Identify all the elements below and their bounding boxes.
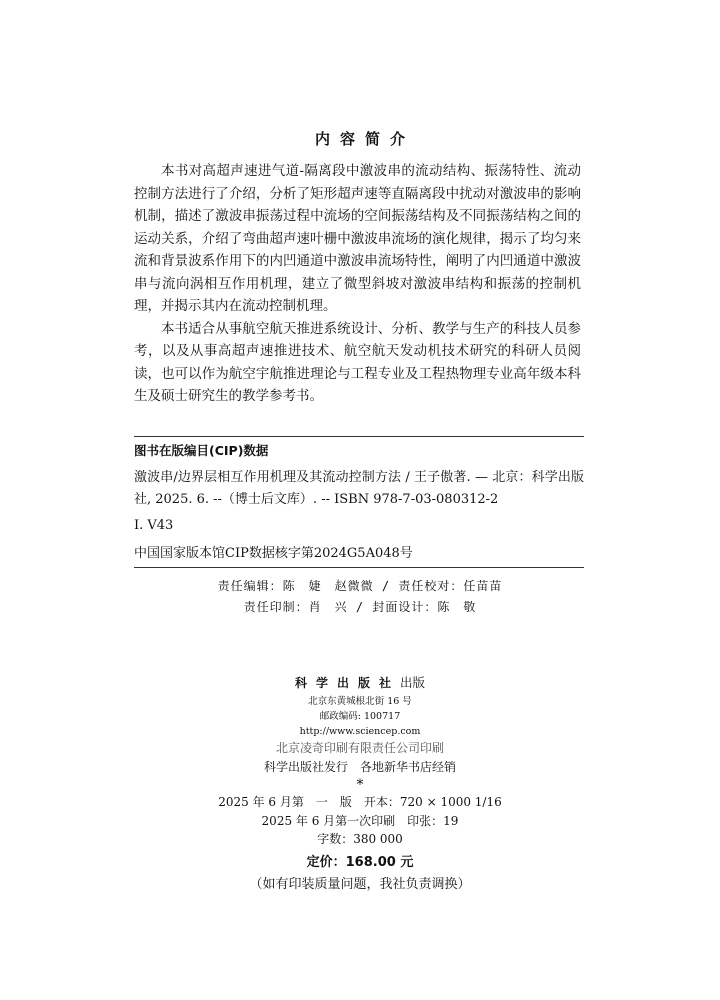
cip-record: 激波串/边界层相互作用机理及其流动控制方法 / 王子傲著. — 北京：科学出版社, 2025. 6. --（博士后文库）. -- ISBN 978-7-03-080312-2 [134, 470, 584, 507]
credits-editors: 责任编辑：陈 婕 赵微微 / 责任校对：任苗苗 [217, 579, 503, 593]
printing-info: 2025 年 6 月第一次印刷 印张：19 [261, 813, 459, 828]
cip-heading: 图书在版编目(CIP)数据 [134, 443, 269, 458]
printer: 北京凌奇印刷有限责任公司印刷 [275, 741, 444, 755]
price: 定价：168.00 元 [306, 854, 414, 870]
distribution: 科学出版社发行 各地新华书店经销 [263, 759, 456, 774]
intro-body [134, 160, 581, 408]
credits [0, 576, 720, 618]
cip-classification: Ⅰ. V43 [134, 518, 174, 533]
intro-title: 内容简介 [314, 130, 415, 148]
intro-paragraph: 本书适合从事航空航天推进系统设计、分析、教学与生产的科技人员参考，以及从事高超声速推进技术、航空航天发动机技术研究的科研人员阅读，也可以作为航空宇航推进理论与工程专业及工程热物理专业高年级本科生及硕士研究生的教学参考书。 [134, 320, 581, 404]
publisher-address: 北京东黄城根北街 16 号 [308, 696, 412, 707]
publisher-url: http://www.sciencep.com [299, 726, 421, 737]
intro-paragraph: 本书对高超声速进气道-隔离段中激波串的流动结构、振荡特性、流动控制方法进行了介绍，分析了矩形超声速等直隔离段中扰动对激波串的影响机制，描述了激波串振荡过程中流场的空间振荡结构及不同振荡结构之间的运动关系，介绍了弯曲超声速叶栅中激波串流场的演化规律，揭示了均匀来流和背景波系作用下的内凹通道中激波串流场特性，阐明了内凹通道中激波串与流向涡相互作用机理，建立了微型斜坡对激波串结构和振荡的控制机理，并揭示其内在流动控制机理。 [134, 163, 581, 314]
imprint [0, 673, 720, 896]
credits-production: 责任印制：肖 兴 / 封面设计：陈 敬 [243, 600, 477, 614]
cip-block [134, 436, 584, 568]
publisher-suffix: 出版 [400, 675, 426, 690]
publisher-postcode: 邮政编码: 100717 [319, 711, 401, 722]
publisher-name: 科学出版社 [294, 676, 400, 690]
word-count: 字数：380 000 [317, 832, 403, 846]
quality-notice: （如有印装质量问题，我社负责调换） [249, 876, 471, 892]
cip-number: 中国国家版本馆CIP数据核字第2024G5A048号 [134, 546, 413, 561]
separator-star: * [356, 777, 364, 793]
edition-info: 2025 年 6 月第 一 版 开本：720 × 1000 1/16 [218, 795, 502, 809]
publisher-line [0, 673, 720, 694]
